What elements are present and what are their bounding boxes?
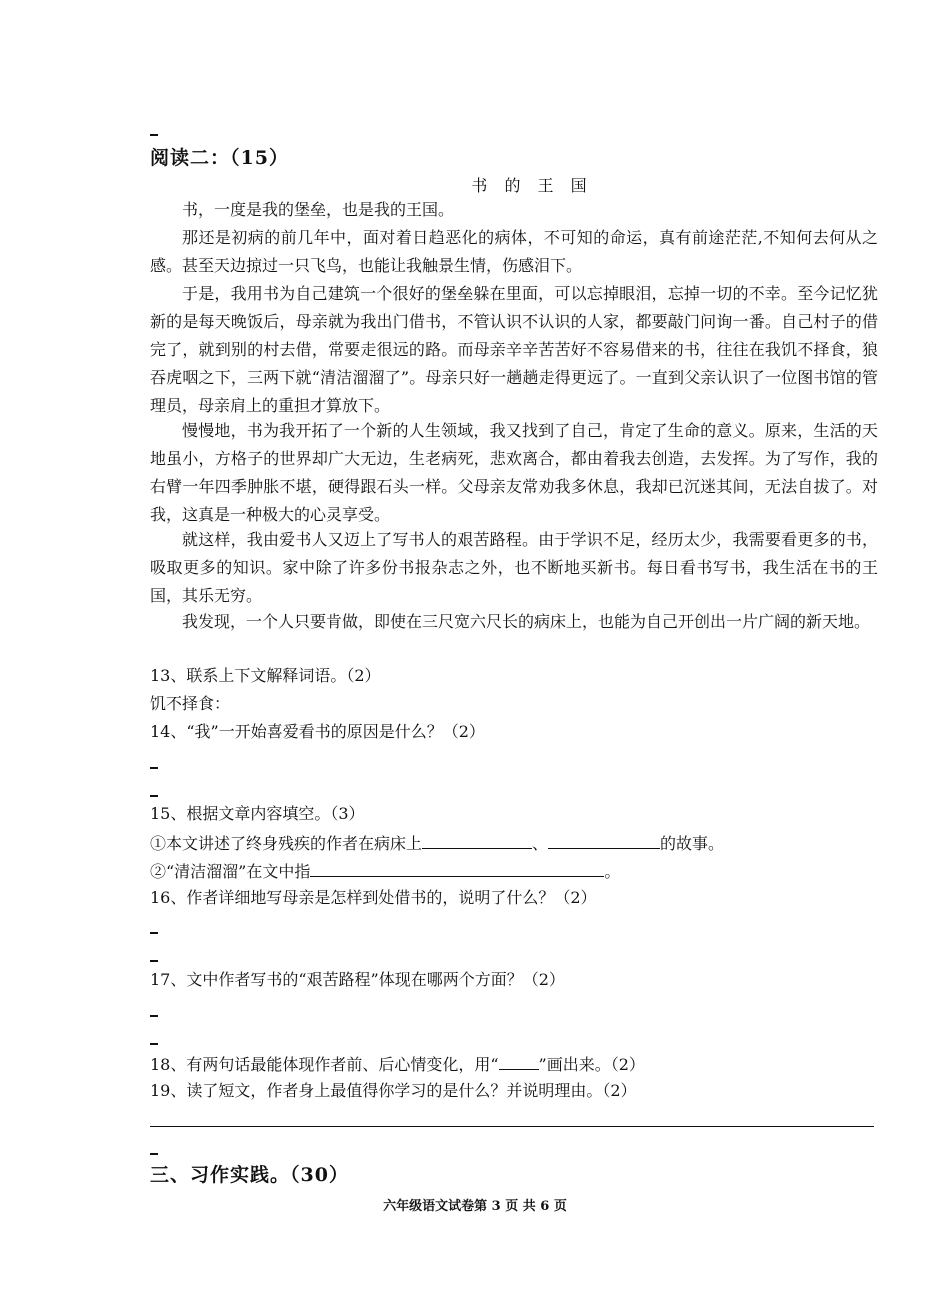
answer-dash[interactable] <box>150 1153 158 1155</box>
article-paragraph-4: 慢慢地，书为我开拓了一个新的人生领域，我又找到了自己，肯定了生命的意义。原来，生活的天地虽小，方格子的世界却广大无边，生老病死，悲欢离合，都由着我去创造，去发挥。为了写作，我的右臂一年四季肿胀不堪，硬得跟石头一样。父母亲友常劝我多休息，我却已沉迷其间，无法自拔了。对我，这真是一种极大的心灵享受。 <box>150 421 878 524</box>
question-19: 19、读了短文，作者身上最值得你学习的是什么？并说明理由。（2） <box>150 1081 637 1100</box>
question-15-item-2 <box>150 858 620 884</box>
article-paragraph-2: 那还是初病的前几年中，面对着日趋恶化的病体，不可知的命运，真有前途茫茫,不知何去何从之感。甚至天边掠过一只飞鸟，也能让我触景生情，伤感泪下。 <box>150 228 878 275</box>
question-15-item-1-text-a: ①本文讲述了终身残疾的作者在病床上 <box>150 834 423 853</box>
answer-dash[interactable] <box>150 960 158 962</box>
question-15-item-1-sep: 、 <box>532 834 549 853</box>
article-paragraph-5: 就这样，我由爱书人又迈上了写书人的艰苦路程。由于学识不足，经历太少，我需要看更多的书，吸取更多的知识。家中除了许多份书报杂志之外，也不断地买新书。每日看书写书，我生活在书的王国，其乐无穷。 <box>150 530 878 605</box>
page-footer: 六年级语文试卷第 3 页 共 6 页 <box>383 1199 567 1214</box>
answer-dash[interactable] <box>150 1015 158 1017</box>
question-18-text-a: 18、有两句话最能体现作者前、后心情变化，用“ <box>150 1055 499 1074</box>
question-18-text-b: ”画出来。（2） <box>538 1055 645 1074</box>
fill-blank[interactable] <box>310 858 604 877</box>
article-paragraph-3: 于是，我用书为自己建筑一个很好的堡垒躲在里面，可以忘掉眼泪，忘掉一切的不幸。至今记忆犹新的是每天晚饭后，母亲就为我出门借书，不管认识不认识的人家，都要敲门问询一番。自己村子的借完了，就到别的村去借，常要走很远的路。而母亲辛辛苦苦好不容易借来的书，往往在我饥不择食，狼吞虎咽之下，三两下就“清洁溜溜了”。母亲只好一趟趟走得更远了。一直到父亲认识了一位图书馆的管理员，母亲肩上的重担才算放下。 <box>150 284 878 415</box>
question-15-item-1-text-b: 的故事。 <box>660 834 725 853</box>
question-15-item-1 <box>150 830 724 856</box>
question-16: 16、作者详细地写母亲是怎样到处借书的，说明了什么？（2） <box>150 888 597 907</box>
answer-line[interactable] <box>150 1126 874 1127</box>
question-14: 14、“我”一开始喜爱看书的原因是什么？（2） <box>150 722 485 741</box>
question-13: 13、联系上下文解释词语。（2） <box>150 666 381 685</box>
answer-dash <box>150 134 158 136</box>
question-15-item-2-text-b: 。 <box>604 862 621 881</box>
question-15-item-2-text-a: ②“清洁溜溜”在文中指 <box>150 862 311 881</box>
fill-blank[interactable] <box>422 830 532 849</box>
answer-dash[interactable] <box>150 795 158 797</box>
answer-dash[interactable] <box>150 1043 158 1045</box>
fill-blank <box>499 1051 539 1070</box>
article-paragraph-1: 书，一度是我的堡垒，也是我的王国。 <box>182 200 455 219</box>
article-title: 书 的 王 国 <box>471 176 593 195</box>
question-13-word: 饥不择食： <box>150 694 231 713</box>
question-18 <box>150 1051 645 1077</box>
section-title-writing: 三、习作实践。（30） <box>150 1164 349 1186</box>
question-15: 15、根据文章内容填空。（3） <box>150 804 365 823</box>
answer-dash[interactable] <box>150 767 158 769</box>
section-title-reading-2: 阅读二：（15） <box>150 147 289 169</box>
answer-dash[interactable] <box>150 932 158 934</box>
fill-blank[interactable] <box>548 830 660 849</box>
article-paragraph-6: 我发现，一个人只要肯做，即使在三尺宽六尺长的病床上，也能为自己开创出一片广阔的新天地。 <box>182 612 871 631</box>
question-17: 17、文中作者写书的“艰苦路程”体现在哪两个方面？（2） <box>150 970 565 989</box>
